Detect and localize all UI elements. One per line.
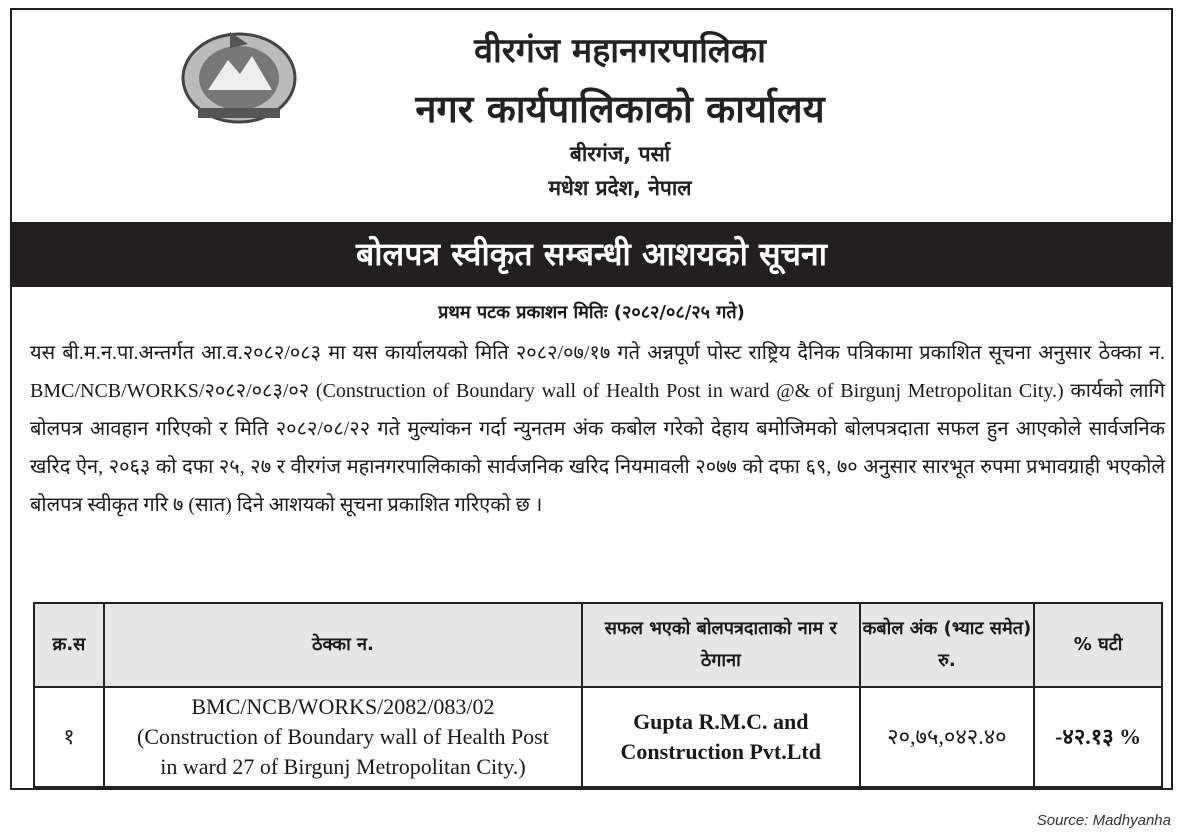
notice-body: यस बी.म.न.पा.अन्तर्गत आ.व.२०८२/०८३ मा यस कार्यालयको मिति २०८२/०७/१७ गते अन्नपूर्ण पोस्ट राष्ट्रिय दैनिक पत्रिकामा प्रकाशित सूचना अनुसार ठेक्का न. BMC/NCB/WORKS/२०८२/०८३/०२ (Construction of Boundary wall of Health Post in ward @& of Birgunj Metropolitan City.) कार्यको लागि बोलपत्र आवहान गरिएको र मिति २०८२/०८/२२ गते मुल्यांकन गर्दा न्युनतम अंक कबोल गरेको देहाय बमोजिमको बोलपत्रदाता सफल हुन आएकोले सार्वजनिक खरिद ऐन, २०६३ को दफा २५, २७ र वीरगंज महानगरपालिकाको सार्वजनिक खरिद नियमावली २०७७ को दफा ६९, ७० अनुसार सारभूत रुपमा प्रभावग्राही भएकोले बोलपत्र स्वीकृत गरि ७ (सात) दिने आशयको सूचना प्रकाशित गरिएको छ । (30, 342, 1165, 516)
award-table (33, 602, 1163, 788)
cell-sn: १ (34, 687, 104, 787)
office-province: मधेश प्रदेश, नेपाल (548, 176, 692, 200)
cell-percent-less: -४२.१३ % (1034, 687, 1162, 787)
table-row (34, 687, 1162, 787)
source-credit: Source: Madhyanha (1036, 812, 1171, 829)
publication-date: प्रथम पटक प्रकाशन मितिः (२०८२/०८/२५ गते) (438, 302, 745, 323)
header-amount: कबोल अंक (भ्याट समेत) रु. (860, 603, 1035, 687)
header-percent-less: % घटी (1034, 603, 1162, 687)
notice-title: बोलपत्र स्वीकृत सम्बन्धी आशयको सूचना (10, 222, 1173, 287)
office-location: बीरगंज, पर्सा (569, 142, 671, 166)
cell-amount: २०,७५,०४२.४० (860, 687, 1035, 787)
office-name: नगर कार्यपालिकाको कार्यालय (415, 87, 825, 131)
municipality-name: वीरगंज महानगरपालिका (474, 31, 766, 71)
contract-description: (Construction of Boundary wall of Health Post in ward 27 of Birgunj Metropolitan City.) (137, 724, 549, 779)
cell-bidder: Gupta R.M.C. and Construction Pvt.Ltd (582, 687, 859, 787)
header-contract-no: ठेक्का न. (104, 603, 582, 687)
header-bidder: सफल भएको बोलपत्रदाताको नाम र ठेगाना (582, 603, 859, 687)
contract-number: BMC/NCB/WORKS/2082/083/02 (191, 694, 495, 719)
cell-contract (104, 687, 582, 787)
municipal-emblem-logo (178, 24, 300, 126)
table-header-row (34, 603, 1162, 687)
header-sn: क्र.स (34, 603, 104, 687)
